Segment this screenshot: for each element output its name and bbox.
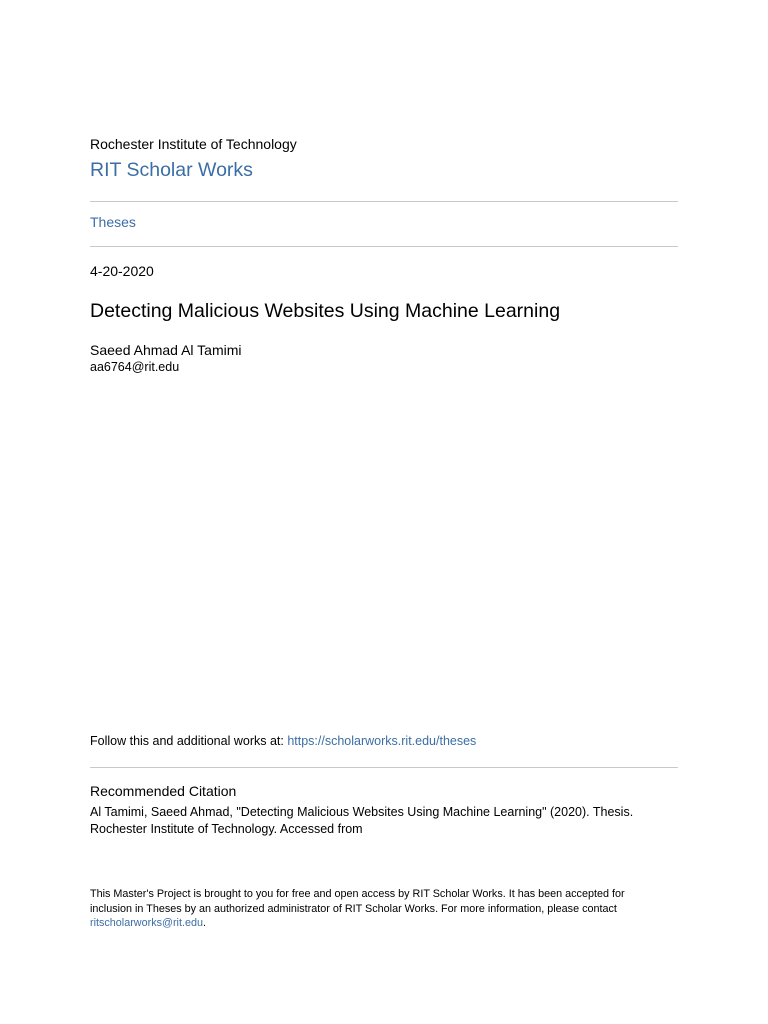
citation-heading: Recommended Citation bbox=[90, 783, 237, 799]
follow-line bbox=[90, 734, 476, 749]
notice-line-3 bbox=[90, 916, 678, 931]
cover-page bbox=[90, 0, 678, 1024]
collection-link[interactable]: Theses bbox=[90, 214, 136, 230]
notice-line-2: inclusion in Theses by an authorized administrator of RIT Scholar Works. For more information, please contact bbox=[90, 902, 617, 915]
divider-bottom bbox=[90, 767, 678, 768]
divider-middle bbox=[90, 246, 678, 247]
follow-prefix: Follow this and additional works at: bbox=[90, 734, 288, 748]
access-notice bbox=[90, 887, 678, 931]
citation-text bbox=[90, 804, 678, 837]
divider-top bbox=[90, 201, 678, 202]
document-title: Detecting Malicious Websites Using Machine Learning bbox=[90, 300, 561, 322]
author-email: aa6764@rit.edu bbox=[90, 360, 180, 374]
publication-date: 4-20-2020 bbox=[90, 263, 154, 279]
repository-link[interactable]: RIT Scholar Works bbox=[90, 159, 253, 181]
citation-line-1: Al Tamimi, Saeed Ahmad, "Detecting Malicious Websites Using Machine Learning" (2020). Thesis. bbox=[90, 805, 634, 819]
notice-suffix: . bbox=[202, 917, 206, 930]
follow-link[interactable]: https://scholarworks.rit.edu/theses bbox=[287, 734, 477, 748]
author-name: Saeed Ahmad Al Tamimi bbox=[90, 342, 242, 358]
notice-line-1: This Master's Project is brought to you for free and open access by RIT Scholar Works. It has been accepted for bbox=[90, 888, 625, 900]
contact-email-link[interactable]: ritscholarworks@rit.edu bbox=[90, 917, 203, 930]
institution-name: Rochester Institute of Technology bbox=[90, 136, 297, 152]
citation-line-2: Rochester Institute of Technology. Accessed from bbox=[90, 821, 363, 836]
